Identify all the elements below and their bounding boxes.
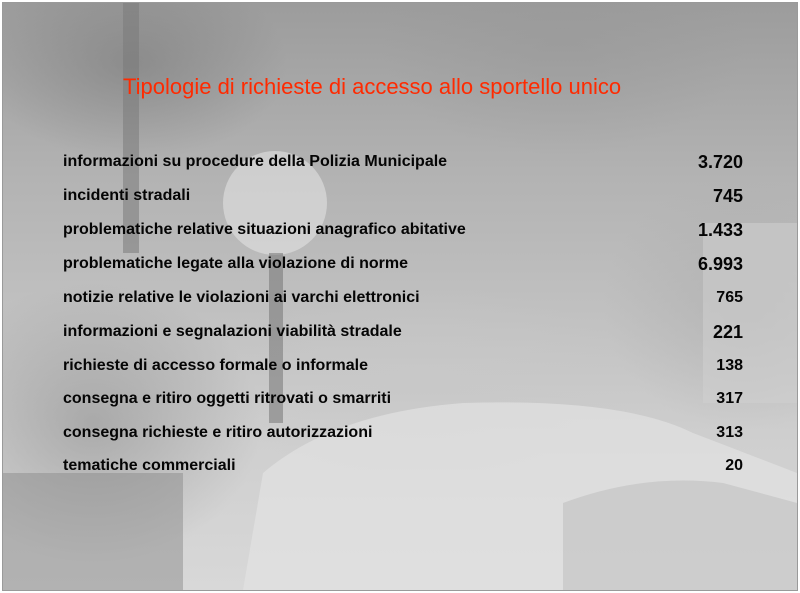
list-item-label: informazioni e segnalazioni viabilità stradale <box>63 323 402 340</box>
list-item <box>63 450 745 484</box>
list-item-value: 745 <box>712 185 743 206</box>
list-item-label: problematiche relative situazioni anagrafico abitative <box>63 221 466 238</box>
list-item <box>63 179 745 213</box>
list-item-value: 20 <box>725 457 743 475</box>
request-type-list <box>63 145 745 483</box>
list-item-label: notizie relative le violazioni ai varchi elettronici <box>63 289 420 306</box>
list-item-value: 3.720 <box>697 151 743 172</box>
list-item-label: tematiche commerciali <box>63 457 236 475</box>
list-item-value: 765 <box>716 289 743 306</box>
list-item <box>63 416 745 450</box>
car-window-shape <box>563 481 797 591</box>
list-item-label: consegna richieste e ritiro autorizzazioni <box>63 423 373 441</box>
list-item <box>63 145 745 179</box>
list-item-label: consegna e ritiro oggetti ritrovati o smarriti <box>63 390 392 408</box>
list-item-label: richieste di accesso formale o informale <box>63 356 369 374</box>
list-item-value: 1.433 <box>697 219 743 240</box>
list-item <box>63 383 745 417</box>
list-item <box>63 213 745 247</box>
list-item-value: 6.993 <box>697 253 743 274</box>
list-item <box>63 349 745 383</box>
list-item-value: 221 <box>712 321 743 342</box>
list-item <box>63 247 745 281</box>
list-item-value: 313 <box>716 423 743 441</box>
list-item <box>63 315 745 349</box>
slide <box>2 2 798 591</box>
list-item-label: problematiche legate alla violazione di norme <box>63 255 408 272</box>
list-item <box>63 281 745 315</box>
page-title: Tipologie di richieste di accesso allo sportello unico <box>123 74 622 99</box>
left-car-shape <box>3 473 183 590</box>
list-item-value: 138 <box>716 356 743 374</box>
list-item-label: informazioni su procedure della Polizia Municipale <box>63 153 448 170</box>
list-item-value: 317 <box>716 390 743 408</box>
list-item-label: incidenti stradali <box>63 187 191 204</box>
